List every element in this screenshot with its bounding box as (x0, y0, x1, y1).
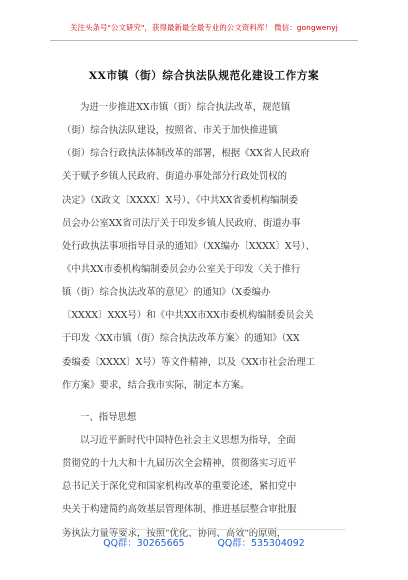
paragraph-line: 员会办公室XX省司法厅关于印发乡镇人民政府、街道办事 (62, 217, 301, 229)
paragraph-line: 为进一步推进XX市镇（街）综合执法改革，规范镇 (80, 102, 291, 113)
document-title: XX市镇（街）综合执法队规范化建设工作方案 (88, 70, 320, 82)
section-line: 总书记关于深化党和国家机构改革的重要论述，紧扣党中 (62, 481, 297, 493)
paragraph-line: 关于赋予乡镇人民政府、街道办事处部分行政处罚权的 (62, 171, 288, 183)
paragraph-line: 委编委〔XXXX〕X号）等文件精神，以及《XX市社会治理工 (62, 356, 315, 368)
header-divider (50, 40, 358, 41)
header-banner: 关注头条号"公文研究"，获得最新最全最专业的公文资料库！ 微信：gongwenyj (70, 23, 338, 32)
paragraph-line: 处行政执法事项指导目录的通知》（XX编办〔XXXX〕X号）、 (62, 240, 315, 252)
document-body (62, 96, 354, 545)
section-line: 贯彻党的十九大和十九届历次全会精神，贯彻落实习近平 (62, 458, 297, 470)
paragraph-line: 于印发〈XX市镇（街）综合执法改革方案〉的通知》（XX (62, 333, 300, 345)
paragraph-line: 作方案》要求，结合我市实际，制定本方案。 (62, 379, 250, 391)
section-line: 务执法力量等要求，按照"优化、协同、高效"的原则， (62, 527, 287, 539)
section-heading: 一、指导思想 (80, 411, 137, 423)
paragraph-line: 〔XXXX〕XXX号）和《中共XX市XX市委机构编制委员会关 (62, 310, 314, 322)
section-line: 以习近平新时代中国特色社会主义思想为指导，全面 (80, 434, 296, 446)
paragraph-line: 镇（街）综合执法改革的意见〉的通知》（X委编办 (62, 287, 271, 299)
footer (0, 535, 408, 549)
footer-qq-group-2: QQ群：535304092 (217, 538, 305, 549)
paragraph-line: 《中共XX市委机构编制委员会办公室关于印发〈关于推行 (62, 263, 301, 275)
paragraph-line: （街）综合执法队建设，按照省、市关于加快推进镇 (62, 125, 278, 137)
footer-qq-group-1: QQ群：30265665 (103, 538, 185, 549)
section-line: 央关于构建简约高效基层管理体制、推进基层整合审批服 (62, 504, 297, 516)
footer-divider (62, 529, 346, 530)
paragraph-line: 决定》（X政文〔XXXX〕X号）、《中共XX省委机构编制委 (62, 194, 299, 206)
paragraph-line: （街）综合行政执法体制改革的部署，根据《XX省人民政府 (62, 148, 310, 160)
